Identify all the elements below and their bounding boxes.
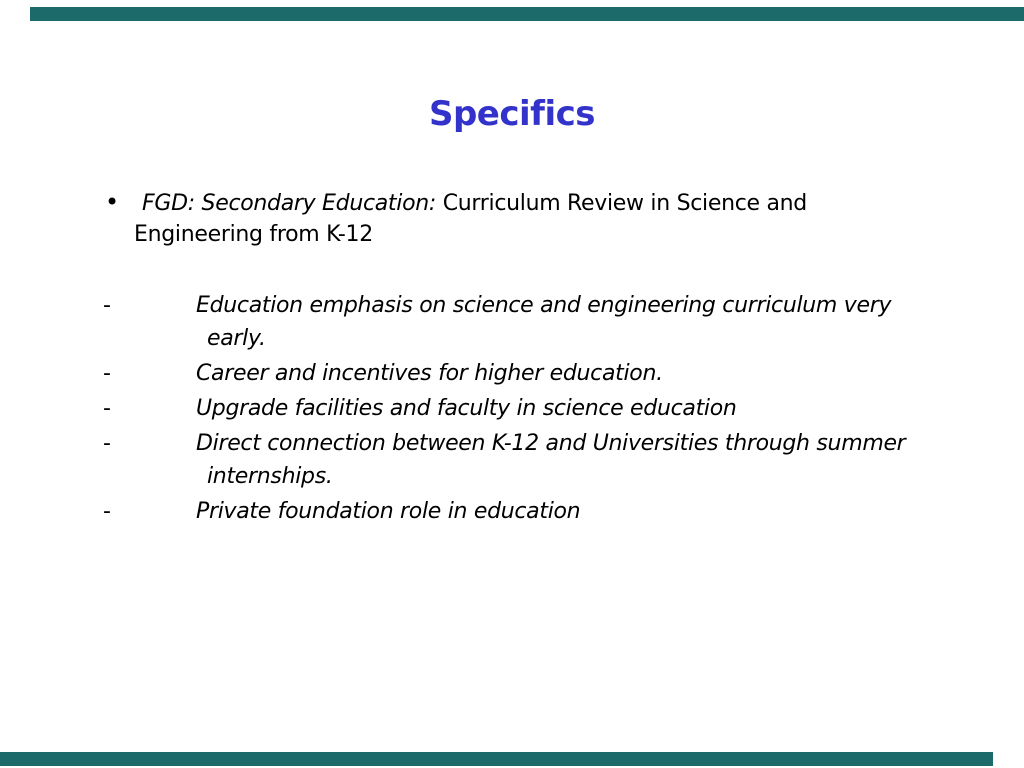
dash-item — [103, 357, 905, 390]
dash-item-line: Upgrade facilities and faculty in science education — [196, 396, 737, 421]
bullet-item — [105, 188, 807, 250]
top-accent-bar — [30, 7, 1024, 21]
dash-list — [103, 289, 905, 530]
dash-item — [103, 392, 905, 425]
bottom-accent-bar — [0, 752, 993, 766]
dash-item-line: Career and incentives for higher education. — [196, 361, 663, 386]
dash-marker-icon: - — [103, 361, 111, 386]
dash-item — [103, 427, 905, 493]
dash-marker-icon: - — [103, 396, 111, 421]
bullet-item-text — [134, 188, 807, 250]
dash-item-line: Direct connection between K-12 and Universities through summer — [196, 431, 906, 456]
slide-title: Specifics — [428, 94, 596, 134]
bullet-line-2: Engineering from K-12 — [134, 222, 373, 247]
dash-item-line: early. — [207, 326, 266, 351]
bullet-marker-icon: • — [105, 188, 119, 216]
dash-item — [103, 289, 905, 355]
bullet-lead-italic: FGD: Secondary Education: — [142, 191, 436, 216]
dash-marker-icon: - — [103, 499, 111, 524]
dash-item — [103, 495, 905, 528]
bullet-line-1 — [142, 188, 807, 219]
dash-item-line: internships. — [207, 464, 333, 489]
dash-marker-icon: - — [103, 293, 111, 318]
dash-marker-icon: - — [103, 431, 111, 456]
dash-item-line: Education emphasis on science and engineering curriculum very — [196, 293, 892, 318]
bullet-line-1-rest: Curriculum Review in Science and — [442, 191, 807, 216]
dash-item-line: Private foundation role in education — [196, 499, 581, 524]
